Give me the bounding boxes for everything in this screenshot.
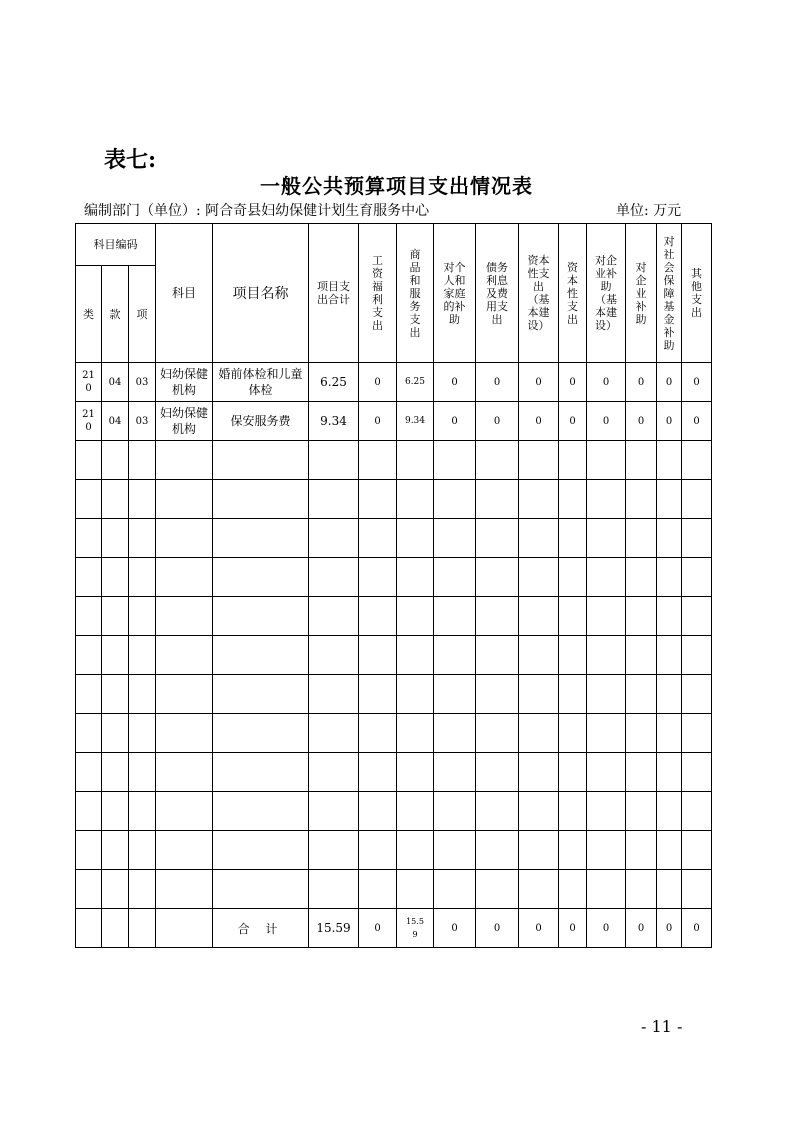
table-row — [76, 402, 712, 441]
row-val: 0 — [626, 402, 657, 441]
empty-cell — [213, 519, 309, 558]
row-val: 0 — [682, 363, 712, 402]
total-val: 0 — [626, 909, 657, 948]
header-col-4 — [476, 224, 519, 363]
header-col-10 — [682, 224, 712, 363]
empty-cell — [476, 714, 519, 753]
empty-cell — [76, 558, 102, 597]
empty-row — [76, 441, 712, 480]
empty-cell — [587, 714, 626, 753]
row-val: 0 — [657, 363, 682, 402]
empty-cell — [156, 519, 213, 558]
blank-rows — [76, 441, 712, 909]
empty-cell — [76, 753, 102, 792]
empty-cell — [587, 597, 626, 636]
empty-cell — [559, 831, 587, 870]
empty-cell — [476, 480, 519, 519]
empty-cell — [309, 753, 359, 792]
header-kuan: 款 — [102, 266, 129, 363]
empty-cell — [129, 441, 156, 480]
empty-cell — [682, 480, 712, 519]
total-label: 合 计 — [213, 909, 309, 948]
empty-cell — [657, 753, 682, 792]
empty-cell — [657, 441, 682, 480]
empty-cell — [657, 792, 682, 831]
row-val: 0 — [587, 402, 626, 441]
empty-cell — [359, 558, 397, 597]
empty-cell — [102, 870, 129, 909]
empty-cell — [682, 792, 712, 831]
empty-cell — [476, 636, 519, 675]
empty-row — [76, 480, 712, 519]
empty-cell — [76, 441, 102, 480]
empty-row — [76, 792, 712, 831]
empty-cell — [397, 675, 434, 714]
empty-cell — [129, 636, 156, 675]
empty-cell — [397, 558, 434, 597]
empty-cell — [682, 753, 712, 792]
row-xiang: 03 — [129, 363, 156, 402]
empty-cell — [102, 597, 129, 636]
empty-cell — [519, 519, 559, 558]
empty-cell — [559, 714, 587, 753]
empty-cell — [129, 558, 156, 597]
empty-cell — [213, 480, 309, 519]
empty-row — [76, 831, 712, 870]
empty-row — [76, 675, 712, 714]
empty-cell — [587, 792, 626, 831]
empty-cell — [626, 519, 657, 558]
empty-cell — [397, 441, 434, 480]
empty-cell — [519, 558, 559, 597]
empty-row — [76, 870, 712, 909]
empty-cell — [309, 558, 359, 597]
empty-cell — [156, 831, 213, 870]
empty-cell — [359, 675, 397, 714]
header-col-8-text: 对企业补助 — [635, 260, 647, 326]
empty-cell — [359, 792, 397, 831]
row-total: 9.34 — [309, 402, 359, 441]
empty-cell — [129, 480, 156, 519]
empty-cell — [657, 870, 682, 909]
row-val: 0 — [626, 363, 657, 402]
empty-cell — [359, 636, 397, 675]
empty-cell — [213, 831, 309, 870]
empty-row — [76, 753, 712, 792]
empty-row — [76, 519, 712, 558]
empty-cell — [519, 753, 559, 792]
row-val: 0 — [519, 402, 559, 441]
empty-cell — [587, 480, 626, 519]
page-title: 一般公共预算项目支出情况表 — [260, 174, 533, 198]
header-col-10-text: 其他支出 — [691, 267, 702, 319]
empty-cell — [309, 831, 359, 870]
empty-cell — [626, 831, 657, 870]
empty-cell — [434, 636, 476, 675]
empty-row — [76, 597, 712, 636]
row-val: 6.25 — [397, 363, 434, 402]
empty-cell — [434, 870, 476, 909]
empty-cell — [626, 792, 657, 831]
empty-cell — [559, 480, 587, 519]
total-empty-cell — [156, 909, 213, 948]
empty-cell — [129, 831, 156, 870]
empty-cell — [397, 480, 434, 519]
row-val: 0 — [657, 402, 682, 441]
empty-cell — [129, 675, 156, 714]
org-line: 编制部门（单位）: 阿合奇县妇幼保健计划生育服务中心 — [84, 203, 430, 219]
empty-cell — [359, 870, 397, 909]
empty-cell — [559, 792, 587, 831]
empty-cell — [559, 558, 587, 597]
empty-cell — [359, 753, 397, 792]
empty-cell — [397, 714, 434, 753]
empty-cell — [476, 597, 519, 636]
empty-cell — [102, 519, 129, 558]
header-col-4-text: 债务利息及费用支出 — [486, 260, 508, 326]
empty-cell — [102, 480, 129, 519]
empty-cell — [476, 675, 519, 714]
budget-table — [75, 223, 712, 948]
empty-cell — [156, 597, 213, 636]
header-col-2 — [397, 224, 434, 363]
header-project-name: 项目名称 — [213, 224, 309, 363]
empty-cell — [626, 675, 657, 714]
empty-cell — [309, 870, 359, 909]
empty-cell — [626, 714, 657, 753]
empty-cell — [434, 519, 476, 558]
empty-cell — [129, 714, 156, 753]
empty-cell — [76, 714, 102, 753]
empty-cell — [76, 597, 102, 636]
empty-cell — [397, 792, 434, 831]
row-val: 0 — [434, 363, 476, 402]
empty-cell — [76, 831, 102, 870]
empty-cell — [626, 558, 657, 597]
empty-cell — [682, 831, 712, 870]
empty-cell — [359, 480, 397, 519]
empty-cell — [213, 753, 309, 792]
empty-cell — [626, 636, 657, 675]
row-val: 0 — [476, 402, 519, 441]
header-col-1-text: 工资福利支出 — [372, 254, 383, 332]
total-val: 0 — [587, 909, 626, 948]
total-val-text: 15.59 — [406, 917, 424, 939]
total-val: 0 — [434, 909, 476, 948]
empty-cell — [682, 519, 712, 558]
page-number: - 11 - — [641, 1017, 683, 1036]
empty-cell — [657, 480, 682, 519]
empty-cell — [519, 597, 559, 636]
row-lei-text: 210 — [82, 409, 95, 433]
header-xiang: 项 — [129, 266, 156, 363]
empty-cell — [519, 831, 559, 870]
empty-cell — [587, 558, 626, 597]
empty-cell — [519, 636, 559, 675]
empty-cell — [587, 519, 626, 558]
empty-cell — [76, 792, 102, 831]
header-col-5 — [519, 224, 559, 363]
total-val: 0 — [359, 909, 397, 948]
empty-cell — [397, 753, 434, 792]
empty-cell — [682, 441, 712, 480]
empty-cell — [682, 597, 712, 636]
empty-cell — [397, 636, 434, 675]
empty-cell — [434, 675, 476, 714]
header-col-3-text: 对个人和家庭的补助 — [443, 260, 466, 326]
total-val — [397, 909, 434, 948]
empty-cell — [102, 792, 129, 831]
header-col-7 — [587, 224, 626, 363]
total-row — [76, 909, 712, 948]
empty-cell — [156, 753, 213, 792]
empty-cell — [213, 792, 309, 831]
total-empty-cell — [129, 909, 156, 948]
empty-cell — [434, 441, 476, 480]
empty-cell — [213, 714, 309, 753]
empty-cell — [559, 519, 587, 558]
empty-cell — [213, 558, 309, 597]
header-col-2-text: 商品和服务支出 — [409, 247, 421, 339]
empty-cell — [476, 870, 519, 909]
empty-cell — [626, 480, 657, 519]
empty-cell — [359, 519, 397, 558]
empty-cell — [129, 870, 156, 909]
empty-cell — [519, 675, 559, 714]
empty-cell — [76, 870, 102, 909]
empty-cell — [682, 675, 712, 714]
empty-cell — [434, 480, 476, 519]
empty-cell — [309, 441, 359, 480]
total-sum: 15.59 — [309, 909, 359, 948]
empty-cell — [626, 753, 657, 792]
empty-cell — [156, 870, 213, 909]
empty-cell — [309, 675, 359, 714]
empty-cell — [559, 441, 587, 480]
empty-cell — [156, 558, 213, 597]
empty-cell — [476, 831, 519, 870]
empty-cell — [102, 714, 129, 753]
header-code-group: 科目编码 — [76, 224, 156, 266]
header-col-6 — [559, 224, 587, 363]
header-col-5-text: 资本性支出（基本建设） — [527, 254, 550, 332]
row-subject: 妇幼保健机构 — [156, 402, 213, 441]
empty-cell — [476, 441, 519, 480]
empty-cell — [129, 753, 156, 792]
empty-cell — [309, 714, 359, 753]
total-val: 0 — [657, 909, 682, 948]
empty-cell — [657, 714, 682, 753]
row-val: 9.34 — [397, 402, 434, 441]
empty-cell — [434, 558, 476, 597]
row-val: 0 — [476, 363, 519, 402]
empty-cell — [519, 792, 559, 831]
empty-cell — [76, 519, 102, 558]
empty-cell — [682, 714, 712, 753]
empty-cell — [76, 675, 102, 714]
empty-cell — [682, 636, 712, 675]
empty-cell — [102, 831, 129, 870]
empty-cell — [434, 597, 476, 636]
header-col-7-text: 对企业补助（基本建设） — [595, 254, 617, 332]
empty-cell — [587, 753, 626, 792]
row-lei — [76, 402, 102, 441]
empty-cell — [657, 831, 682, 870]
header-subject: 科目 — [156, 224, 213, 363]
row-val: 0 — [559, 363, 587, 402]
empty-cell — [309, 519, 359, 558]
empty-cell — [213, 636, 309, 675]
empty-cell — [657, 558, 682, 597]
total-val: 0 — [476, 909, 519, 948]
empty-cell — [434, 714, 476, 753]
empty-cell — [657, 675, 682, 714]
empty-cell — [626, 441, 657, 480]
row-xiang: 03 — [129, 402, 156, 441]
empty-cell — [102, 558, 129, 597]
header-col-6-text: 资本性支出 — [567, 260, 578, 326]
empty-cell — [587, 636, 626, 675]
empty-cell — [102, 675, 129, 714]
row-val: 0 — [434, 402, 476, 441]
empty-cell — [587, 675, 626, 714]
total-val: 0 — [682, 909, 712, 948]
total-val: 0 — [519, 909, 559, 948]
total-val: 0 — [559, 909, 587, 948]
empty-cell — [626, 597, 657, 636]
empty-cell — [309, 480, 359, 519]
empty-cell — [476, 519, 519, 558]
empty-row — [76, 714, 712, 753]
header-lei: 类 — [76, 266, 102, 363]
empty-cell — [213, 597, 309, 636]
empty-cell — [129, 519, 156, 558]
empty-cell — [519, 480, 559, 519]
total-empty-cell — [102, 909, 129, 948]
empty-cell — [156, 714, 213, 753]
empty-cell — [156, 675, 213, 714]
empty-cell — [657, 519, 682, 558]
empty-cell — [476, 558, 519, 597]
header-col-9 — [657, 224, 682, 363]
empty-cell — [657, 597, 682, 636]
empty-cell — [213, 441, 309, 480]
empty-cell — [587, 831, 626, 870]
row-val: 0 — [682, 402, 712, 441]
empty-cell — [309, 636, 359, 675]
row-kuan: 04 — [102, 363, 129, 402]
empty-cell — [309, 792, 359, 831]
empty-cell — [397, 597, 434, 636]
empty-cell — [359, 597, 397, 636]
empty-cell — [519, 870, 559, 909]
empty-cell — [156, 792, 213, 831]
row-project-name: 婚前体检和儿童体检 — [213, 363, 309, 402]
empty-cell — [397, 831, 434, 870]
empty-cell — [102, 636, 129, 675]
empty-cell — [434, 753, 476, 792]
empty-cell — [519, 441, 559, 480]
row-lei-text: 210 — [82, 370, 95, 394]
row-kuan: 04 — [102, 402, 129, 441]
table-row — [76, 363, 712, 402]
empty-cell — [102, 753, 129, 792]
row-subject: 妇幼保健机构 — [156, 363, 213, 402]
row-lei — [76, 363, 102, 402]
empty-cell — [397, 870, 434, 909]
empty-cell — [434, 831, 476, 870]
header-col-1 — [359, 224, 397, 363]
empty-cell — [359, 831, 397, 870]
empty-row — [76, 636, 712, 675]
row-total: 6.25 — [309, 363, 359, 402]
empty-cell — [559, 753, 587, 792]
empty-cell — [359, 441, 397, 480]
empty-cell — [519, 714, 559, 753]
empty-cell — [476, 792, 519, 831]
empty-cell — [129, 792, 156, 831]
empty-cell — [682, 558, 712, 597]
empty-cell — [213, 870, 309, 909]
empty-cell — [156, 636, 213, 675]
empty-cell — [156, 480, 213, 519]
header-col-8 — [626, 224, 657, 363]
empty-cell — [559, 870, 587, 909]
empty-cell — [587, 441, 626, 480]
table-tag: 表七: — [104, 147, 157, 173]
header-col-9-text: 对社会保障基金补助 — [663, 234, 675, 352]
empty-cell — [76, 480, 102, 519]
empty-row — [76, 558, 712, 597]
header-total: 项目支出合计 — [309, 224, 359, 363]
unit-line: 单位: 万元 — [616, 203, 682, 219]
row-val: 0 — [359, 402, 397, 441]
empty-cell — [434, 792, 476, 831]
empty-cell — [559, 636, 587, 675]
empty-cell — [156, 441, 213, 480]
row-val: 0 — [359, 363, 397, 402]
empty-cell — [559, 675, 587, 714]
empty-cell — [682, 870, 712, 909]
empty-cell — [309, 597, 359, 636]
empty-cell — [559, 597, 587, 636]
row-val: 0 — [559, 402, 587, 441]
empty-cell — [626, 870, 657, 909]
row-project-name: 保安服务费 — [213, 402, 309, 441]
empty-cell — [129, 597, 156, 636]
empty-cell — [397, 519, 434, 558]
header-col-3 — [434, 224, 476, 363]
empty-cell — [657, 636, 682, 675]
empty-cell — [476, 753, 519, 792]
empty-cell — [587, 870, 626, 909]
row-val: 0 — [519, 363, 559, 402]
row-val: 0 — [587, 363, 626, 402]
empty-cell — [76, 636, 102, 675]
empty-cell — [359, 714, 397, 753]
total-empty-cell — [76, 909, 102, 948]
empty-cell — [102, 441, 129, 480]
empty-cell — [213, 675, 309, 714]
